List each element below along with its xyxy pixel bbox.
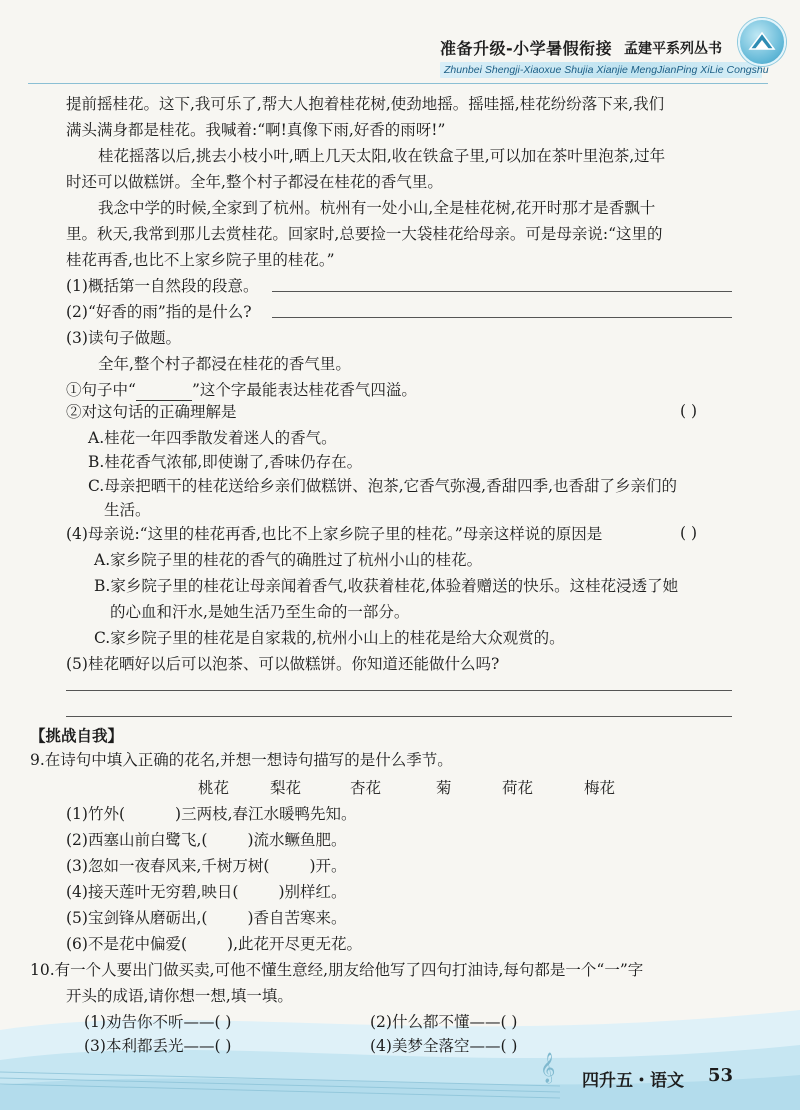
- flower-option: 杏花: [350, 779, 382, 797]
- question-3-1-prefix: ①句子中“: [66, 381, 136, 399]
- poem-line: [66, 804, 357, 824]
- poem-line: [66, 856, 347, 876]
- question-9: 9.在诗句中填入正确的花名,并想一想诗句描写的是什么季节。: [30, 751, 453, 769]
- question-2: (2)“好香的雨”指的是什么?: [66, 303, 252, 321]
- answer-line-5b[interactable]: [66, 716, 732, 717]
- idiom-2[interactable]: (2)什么都不懂——( ): [370, 1013, 518, 1031]
- header-series: 孟建平系列丛书: [624, 41, 722, 57]
- poem-suffix: ),此花开尽更无花。: [227, 935, 362, 953]
- idiom-3[interactable]: (3)本利都丢光——( ): [84, 1037, 232, 1055]
- flower-option: 荷花: [502, 779, 534, 797]
- answer-line-5a[interactable]: [66, 690, 732, 691]
- challenge-heading: 【挑战自我】: [30, 727, 124, 745]
- option-3-A: A.桂花一年四季散发着迷人的香气。: [88, 429, 337, 447]
- passage-line: 提前摇桂花。这下,我可乐了,帮大人抱着桂花树,使劲地摇。摇哇摇,桂花纷纷落下来,我们: [66, 95, 665, 113]
- question-3-sentence: 全年,整个村子都浸在桂花的香气里。: [98, 355, 351, 373]
- poem-line: [66, 830, 347, 850]
- poem-line: [66, 908, 347, 928]
- passage-line: 桂花再香,也比不上家乡院子里的桂花。”: [66, 251, 335, 269]
- option-3-C: C.母亲把晒干的桂花送给乡亲们做糕饼、泡茶,它香气弥漫,香甜四季,也香甜了乡亲们的: [88, 477, 678, 495]
- option-3-C-cont: 生活。: [104, 501, 151, 519]
- poem-suffix: )别样红。: [278, 883, 347, 901]
- poem-prefix: (4)接天莲叶无穷碧,映日(: [66, 883, 239, 901]
- flower-option: 菊: [436, 779, 452, 797]
- passage-line: 满头满身都是桂花。我喊着:“啊!真像下雨,好香的雨呀!”: [66, 121, 446, 139]
- option-4-B: B.家乡院子里的桂花让母亲闻着香气,收获着桂花,体验着赠送的快乐。这桂花浸透了她: [94, 577, 679, 595]
- answer-paren-3-2[interactable]: ( ): [680, 402, 698, 420]
- question-3: (3)读句子做题。: [66, 329, 181, 347]
- passage-line: 里。秋天,我常到那儿去赏桂花。回家时,总要捡一大袋桂花给母亲。可是母亲说:“这里的: [66, 225, 663, 243]
- idiom-1[interactable]: (1)劝告你不听——( ): [84, 1013, 232, 1031]
- answer-blank-3-1[interactable]: [136, 380, 192, 401]
- passage-line: 时还可以做糕饼。全年,整个村子都浸在桂花的香气里。: [66, 173, 443, 191]
- passage-line: 我念中学的时候,全家到了杭州。杭州有一处小山,全是桂花树,花开时那才是香飘十: [98, 199, 656, 217]
- svg-text:𝄞: 𝄞: [540, 1053, 556, 1083]
- poem-prefix: (1)竹外(: [66, 805, 126, 823]
- footer-grade-subject: 四升五・语文: [582, 1071, 684, 1091]
- question-4: (4)母亲说:“这里的桂花再香,也比不上家乡院子里的桂花。”母亲这样说的原因是: [66, 525, 603, 543]
- poem-prefix: (5)宝剑锋从磨砺出,(: [66, 909, 208, 927]
- question-5: (5)桂花晒好以后可以泡茶、可以做糕饼。你知道还能做什么吗?: [66, 655, 500, 673]
- question-10: 10.有一个人要出门做买卖,可他不懂生意经,朋友给他写了四句打油诗,每句都是一个“一”字: [30, 961, 644, 979]
- poem-prefix: (3)忽如一夜春风来,千树万树(: [66, 857, 270, 875]
- question-3-2: ②对这句话的正确理解是: [66, 403, 237, 421]
- flower-option: 梅花: [584, 779, 616, 797]
- flower-option: 梨花: [270, 779, 302, 797]
- option-3-B: B.桂花香气浓郁,即使谢了,香味仍存在。: [88, 453, 363, 471]
- poem-line: [66, 934, 362, 954]
- page-number: 53: [708, 1065, 734, 1086]
- poem-line: [66, 882, 347, 902]
- question-10-cont: 开头的成语,请你想一想,填一填。: [66, 987, 293, 1005]
- flower-option: 桃花: [198, 779, 230, 797]
- poem-suffix: )流水鳜鱼肥。: [247, 831, 347, 849]
- header-pinyin: Zhunbei Shengji-Xiaoxue Shujia Xianjie MengJianPing XiLie Congshu: [444, 64, 769, 76]
- question-3-1: [66, 380, 417, 401]
- poem-suffix: )香自苦寒来。: [247, 909, 347, 927]
- option-4-B-cont: 的心血和汗水,是她生活乃至生命的一部分。: [110, 603, 410, 621]
- poem-prefix: (2)西塞山前白鹭飞,(: [66, 831, 208, 849]
- book-logo-icon: [738, 18, 786, 66]
- question-1: (1)概括第一自然段的段意。: [66, 277, 259, 295]
- idiom-4[interactable]: (4)美梦全落空——( ): [370, 1037, 518, 1055]
- header-title: 准备升级-小学暑假衔接: [440, 39, 613, 58]
- poem-suffix: )三两枝,春江水暖鸭先知。: [175, 805, 357, 823]
- option-4-C: C.家乡院子里的桂花是自家栽的,杭州小山上的桂花是给大众观赏的。: [94, 629, 565, 647]
- question-3-1-suffix: ”这个字最能表达桂花香气四溢。: [191, 381, 417, 399]
- option-4-A: A.家乡院子里的桂花的香气的确胜过了杭州小山的桂花。: [94, 551, 483, 569]
- passage-line: 桂花摇落以后,挑去小枝小叶,晒上几天太阳,收在铁盒子里,可以加在茶叶里泡茶,过年: [98, 147, 666, 165]
- header-divider: [28, 83, 768, 84]
- poem-suffix: )开。: [309, 857, 347, 875]
- answer-line-1[interactable]: [272, 291, 732, 292]
- answer-paren-4[interactable]: ( ): [680, 524, 698, 542]
- poem-prefix: (6)不是花中偏爱(: [66, 935, 188, 953]
- answer-line-2[interactable]: [272, 317, 732, 318]
